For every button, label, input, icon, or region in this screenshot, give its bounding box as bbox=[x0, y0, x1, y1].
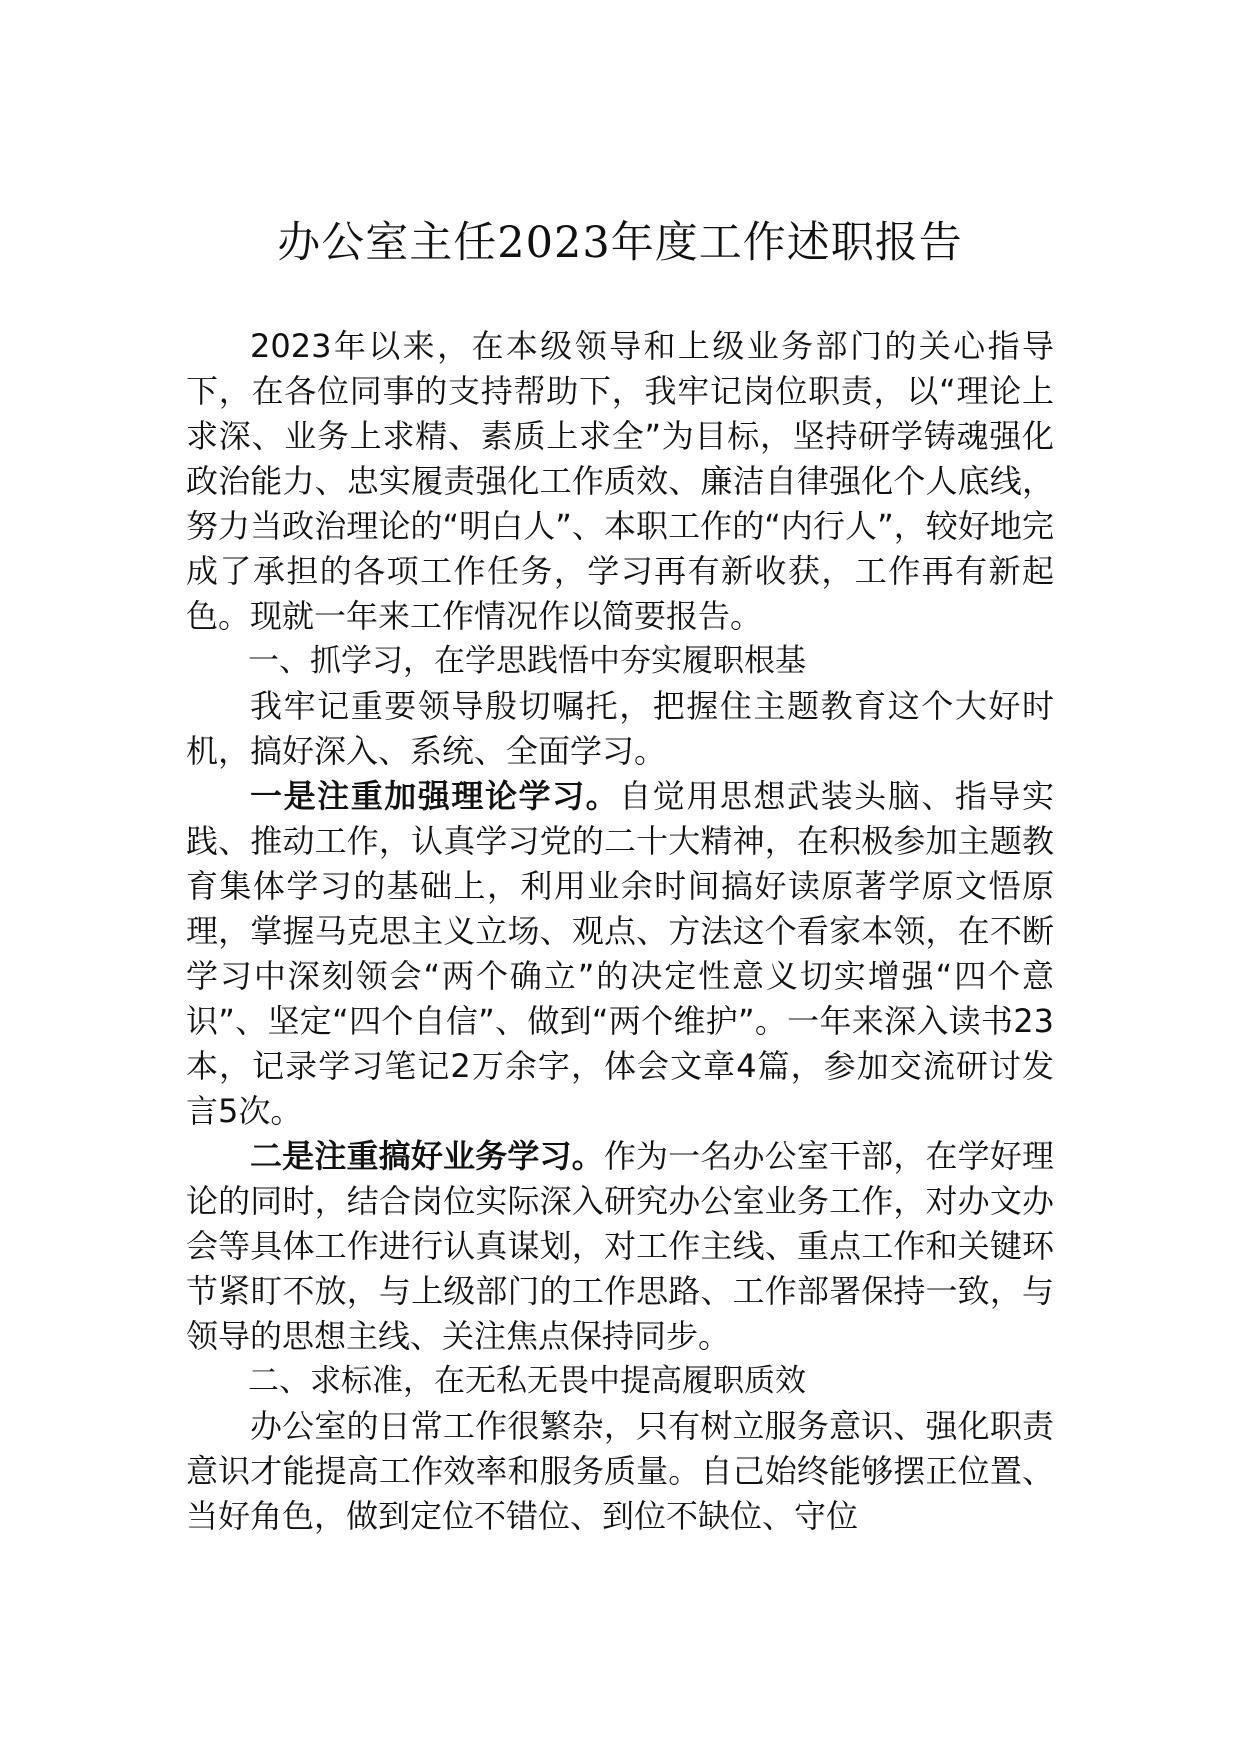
section-heading-1 bbox=[186, 639, 1054, 684]
paragraph-text: 我牢记重要领导殷切嘱托，把握住主题教育这个大好时机，搞好深入、系统、全面学习。 bbox=[186, 687, 1054, 770]
paragraph-lead: 一是注重加强理论学习。 bbox=[250, 777, 620, 815]
paragraph-text: 自觉用思想武装头脑、指导实践、推动工作，认真学习党的二十大精神，在积极参加主题教育集体学习的基础上，利用业余时间搞好读原著学原文悟原理，掌握马克思主义立场、观点、方法这个看家本领，在不断学习中深刻领会“两个确立”的决定性意义切实增强“四个意识”、坚定“四个自信”、做到“两个维护”。一年来深入读书23本，记录学习笔记2万余字，体会文章4篇，参加交流研讨发言5次。 bbox=[186, 777, 1054, 1130]
paragraph-business-study bbox=[186, 1134, 1054, 1359]
document-page bbox=[186, 210, 1054, 1539]
paragraph-intro bbox=[186, 324, 1054, 639]
paragraph-text: 作为一名办公室干部，在学好理论的同时，结合岗位实际深入研究办公室业务工作，对办文办会等具体工作进行认真谋划，对工作主线、重点工作和关键环节紧盯不放，与上级部门的工作思路、工作部署保持一致，与领导的思想主线、关注焦点保持同步。 bbox=[186, 1137, 1054, 1355]
paragraph-lead: 二是注重搞好业务学习。 bbox=[250, 1137, 604, 1175]
paragraph-study-overview bbox=[186, 684, 1054, 774]
paragraph-text: 2023年以来，在本级领导和上级业务部门的关心指导下，在各位同事的支持帮助下，我牢记岗位职责，以“理论上求深、业务上求精、素质上求全”为目标，坚持研学铸魂强化政治能力、忠实履责强化工作质效、廉洁自律强化个人底线，努力当政治理论的“明白人”、本职工作的“内行人”，较好地完成了承担的各项工作任务，学习再有新收获，工作再有新起色。现就一年来工作情况作以简要报告。 bbox=[186, 327, 1054, 635]
document-title: 办公室主任2023年度工作述职报告 bbox=[277, 218, 963, 268]
section-heading-2 bbox=[186, 1359, 1054, 1404]
paragraph-office-work bbox=[186, 1404, 1054, 1539]
paragraph-theory-study bbox=[186, 774, 1054, 1134]
section-heading-text: 一、抓学习，在学思践悟中夯实履职根基 bbox=[248, 643, 806, 679]
section-heading-text: 二、求标准，在无私无畏中提高履职质效 bbox=[248, 1363, 806, 1399]
paragraph-text: 办公室的日常工作很繁杂，只有树立服务意识、强化职责意识才能提高工作效率和服务质量。自己始终能够摆正位置、当好角色，做到定位不错位、到位不缺位、守位 bbox=[186, 1407, 1054, 1535]
